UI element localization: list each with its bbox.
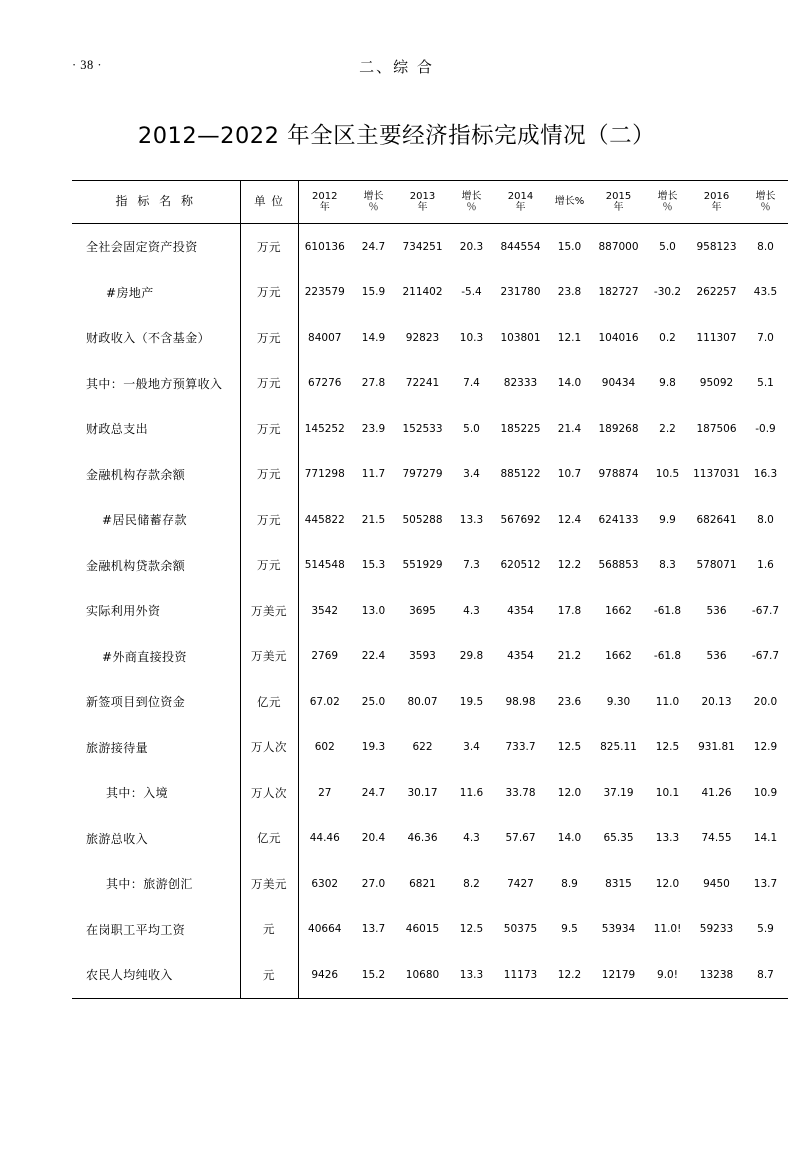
row-unit: 万元 — [240, 406, 298, 452]
row-growth: 23.6 — [557, 695, 582, 708]
row-growth: 11.7 — [361, 468, 386, 481]
row-value: 33.78 — [505, 786, 536, 799]
row-growth: 3.4 — [463, 468, 480, 481]
header-year-2015-top: 2015 — [605, 190, 632, 202]
row-growth: 21.5 — [361, 513, 386, 526]
row-indicator-name: #居民储蓄存款 — [102, 513, 187, 528]
row-value: 95092 — [699, 377, 734, 390]
header-year-2015-bottom: 年 — [613, 202, 624, 213]
row-value: 262257 — [696, 286, 737, 299]
table-row — [72, 907, 788, 953]
table-row — [72, 725, 788, 771]
header-year-2013-bottom: 年 — [417, 202, 428, 213]
row-growth: 12.2 — [547, 952, 592, 998]
header-year-2014-bottom: 年 — [515, 202, 526, 213]
row-value: 67276 — [298, 361, 351, 407]
row-growth: 11.0 — [655, 695, 680, 708]
row-growth: 8.0 — [757, 513, 774, 526]
row-growth: 9.5 — [561, 923, 578, 936]
row-indicator-name: #房地产 — [106, 285, 154, 300]
header-year-2016-top: 2016 — [703, 190, 730, 202]
row-unit: 亿元 — [240, 816, 298, 862]
row-unit: 亿元 — [240, 679, 298, 725]
table-row — [72, 679, 788, 725]
row-growth: 11.0! — [653, 923, 682, 936]
row-growth: 9.8 — [659, 377, 676, 390]
row-unit: 万美元 — [240, 634, 298, 680]
header-growth-2016 — [743, 181, 788, 224]
row-growth: 1.6 — [757, 559, 774, 572]
row-value: 10680 — [396, 952, 449, 998]
row-value: 53934 — [601, 923, 636, 936]
row-value: 187506 — [696, 422, 737, 435]
row-unit: 万人次 — [240, 770, 298, 816]
row-growth: 10.7 — [557, 468, 582, 481]
row-growth: 24.7 — [361, 786, 386, 799]
row-growth: 11.6 — [459, 786, 484, 799]
row-value: 771298 — [298, 452, 351, 498]
row-value: 3695 — [409, 604, 436, 617]
table-row — [72, 816, 788, 862]
row-value: 82333 — [503, 377, 538, 390]
row-value: 4354 — [507, 604, 534, 617]
row-value: 505288 — [402, 513, 443, 526]
row-growth: 24.7 — [361, 240, 386, 253]
row-unit: 元 — [240, 952, 298, 998]
row-value: 578071 — [696, 559, 737, 572]
row-growth: -5.4 — [461, 286, 482, 299]
row-value: 885122 — [500, 468, 541, 481]
row-indicator-name: 全社会固定资产投资 — [86, 240, 198, 255]
row-growth: 7.3 — [463, 559, 480, 572]
header-growth-2012-top: 增长 — [363, 190, 384, 202]
row-value: 9450 — [703, 877, 730, 890]
row-growth: 12.1 — [557, 331, 582, 344]
row-growth: 19.3 — [361, 741, 386, 754]
row-growth: 10.3 — [459, 331, 484, 344]
row-value: 40664 — [298, 907, 351, 953]
row-growth: 43.5 — [753, 286, 778, 299]
header-growth-2012-bottom: ％ — [368, 202, 379, 213]
row-growth: 14.9 — [361, 331, 386, 344]
table-row — [72, 861, 788, 907]
row-value: 30.17 — [407, 786, 438, 799]
row-indicator-name: 新签项目到位资金 — [86, 695, 186, 710]
page-number: · 38 · — [72, 58, 103, 72]
table-row — [72, 634, 788, 680]
row-indicator-name: 旅游接待量 — [86, 740, 149, 755]
row-value: 84007 — [298, 315, 351, 361]
row-growth: 22.4 — [361, 650, 386, 663]
row-value: 602 — [298, 725, 351, 771]
row-growth: 13.7 — [753, 877, 778, 890]
row-growth: 12.5 — [557, 741, 582, 754]
row-indicator-name: 实际利用外资 — [86, 604, 161, 619]
row-value: 92823 — [405, 331, 440, 344]
statistics-table-container — [72, 180, 780, 999]
row-growth: 13.3 — [655, 832, 680, 845]
row-value: 145252 — [298, 406, 351, 452]
row-growth: 15.2 — [351, 952, 396, 998]
row-growth: 2.2 — [659, 422, 676, 435]
row-growth: 5.1 — [757, 377, 774, 390]
row-growth: 8.2 — [463, 877, 480, 890]
row-value: 90434 — [601, 377, 636, 390]
row-unit: 万元 — [240, 361, 298, 407]
row-growth: -61.8 — [653, 604, 682, 617]
row-growth: 29.8 — [459, 650, 484, 663]
row-growth: -0.9 — [755, 422, 776, 435]
row-value: 1662 — [605, 604, 632, 617]
row-value: 978874 — [598, 468, 639, 481]
row-value: 1662 — [605, 650, 632, 663]
row-growth: 10.9 — [753, 786, 778, 799]
row-value: 620512 — [500, 559, 541, 572]
row-growth: 13.3 — [459, 513, 484, 526]
row-growth: 14.0 — [557, 377, 582, 390]
row-growth: 21.2 — [557, 650, 582, 663]
row-value: 931.81 — [698, 741, 735, 754]
row-value: 622 — [412, 741, 433, 754]
row-value: 551929 — [402, 559, 443, 572]
header-year-2015 — [592, 181, 645, 224]
row-value: 13238 — [690, 952, 743, 998]
row-indicator-name: #外商直接投资 — [102, 649, 187, 664]
table-row — [72, 497, 788, 543]
row-growth: 9.0! — [645, 952, 690, 998]
row-value: 825.11 — [600, 741, 637, 754]
row-indicator-name: 财政总支出 — [86, 422, 149, 437]
row-value: 4354 — [507, 650, 534, 663]
row-growth: 8.3 — [659, 559, 676, 572]
header-growth-2015-top: 增长 — [657, 190, 678, 202]
row-unit: 元 — [240, 907, 298, 953]
header-growth-2013-bottom: ％ — [466, 202, 477, 213]
row-value: 610136 — [298, 224, 351, 270]
table-row — [72, 315, 788, 361]
header-year-2013-top: 2013 — [409, 190, 436, 202]
row-growth: 16.3 — [753, 468, 778, 481]
row-value: 80.07 — [407, 695, 438, 708]
row-value: 797279 — [402, 468, 443, 481]
row-value: 536 — [706, 604, 727, 617]
running-head — [72, 52, 721, 92]
row-growth: 15.9 — [361, 286, 386, 299]
row-indicator-name: 农民人均纯收入 — [72, 952, 240, 998]
row-growth: 23.9 — [361, 422, 386, 435]
row-unit: 万元 — [240, 497, 298, 543]
row-value: 624133 — [598, 513, 639, 526]
table-row — [72, 270, 788, 316]
row-value: 44.46 — [298, 816, 351, 862]
row-growth: 5.9 — [757, 923, 774, 936]
row-growth: 14.1 — [753, 832, 778, 845]
row-growth: 21.4 — [557, 422, 582, 435]
row-growth: 20.0 — [753, 695, 778, 708]
row-growth: 12.5 — [655, 741, 680, 754]
document-page — [0, 52, 793, 1174]
row-growth: 10.1 — [655, 786, 680, 799]
row-growth: 27.0 — [361, 877, 386, 890]
row-growth: 17.8 — [557, 604, 582, 617]
row-growth: 12.2 — [557, 559, 582, 572]
row-unit: 万元 — [240, 315, 298, 361]
row-value: 733.7 — [505, 741, 536, 754]
row-value: 567692 — [500, 513, 541, 526]
row-value: 57.67 — [505, 832, 536, 845]
row-growth: 8.9 — [561, 877, 578, 890]
row-growth: 10.5 — [655, 468, 680, 481]
row-value: 67.02 — [298, 679, 351, 725]
row-value: 445822 — [298, 497, 351, 543]
row-growth: 7.4 — [463, 377, 480, 390]
header-growth-2012 — [351, 181, 396, 224]
row-indicator-name: 其中：入境 — [106, 786, 169, 801]
row-value: 152533 — [402, 422, 443, 435]
row-growth: 9.9 — [659, 513, 676, 526]
row-value: 231780 — [500, 286, 541, 299]
header-growth-2014 — [547, 181, 592, 224]
table-header-row — [72, 181, 788, 224]
header-year-2016 — [690, 181, 743, 224]
row-growth: 14.0 — [557, 832, 582, 845]
row-value: 46.36 — [407, 832, 438, 845]
row-indicator-name: 其中：一般地方预算收入 — [86, 376, 223, 391]
table-row — [72, 952, 788, 998]
row-growth: 4.3 — [463, 832, 480, 845]
row-value: 11173 — [494, 952, 547, 998]
row-value: 1137031 — [693, 468, 740, 481]
table-row — [72, 770, 788, 816]
statistics-table — [72, 180, 788, 999]
row-unit: 万人次 — [240, 725, 298, 771]
row-value: 182727 — [598, 286, 639, 299]
row-growth: 7.0 — [757, 331, 774, 344]
row-value: 568853 — [598, 559, 639, 572]
row-value: 3542 — [298, 588, 351, 634]
row-value: 536 — [706, 650, 727, 663]
row-value: 682641 — [696, 513, 737, 526]
header-year-2013 — [396, 181, 449, 224]
table-row — [72, 543, 788, 589]
row-growth: 20.3 — [459, 240, 484, 253]
row-value: 12179 — [592, 952, 645, 998]
row-growth: 13.3 — [449, 952, 494, 998]
row-indicator-name: 金融机构存款余额 — [86, 467, 186, 482]
row-growth: 13.7 — [361, 923, 386, 936]
row-value: 103801 — [500, 331, 541, 344]
row-growth: 13.0 — [361, 604, 386, 617]
row-growth: 5.0 — [463, 422, 480, 435]
row-growth: 12.0 — [655, 877, 680, 890]
row-value: 72241 — [405, 377, 440, 390]
row-growth: 23.8 — [557, 286, 582, 299]
header-indicator-name: 指 标 名 称 — [72, 181, 240, 224]
row-value: 2769 — [298, 634, 351, 680]
header-growth-2016-bottom: ％ — [760, 202, 771, 213]
header-growth-2013-top: 增长 — [461, 190, 482, 202]
row-value: 65.35 — [603, 832, 634, 845]
header-year-2014-top: 2014 — [507, 190, 534, 202]
table-row — [72, 452, 788, 498]
row-growth: -61.8 — [653, 650, 682, 663]
row-growth: 15.0 — [557, 240, 582, 253]
row-value: 211402 — [402, 286, 443, 299]
row-value: 6821 — [409, 877, 436, 890]
row-unit: 万美元 — [240, 861, 298, 907]
row-indicator-name: 旅游总收入 — [86, 831, 149, 846]
header-year-2012-bottom: 年 — [319, 202, 330, 213]
row-value: 41.26 — [701, 786, 732, 799]
row-value: 111307 — [696, 331, 737, 344]
table-row — [72, 588, 788, 634]
row-growth: 4.3 — [463, 604, 480, 617]
row-indicator-name: 财政收入（不含基金） — [86, 331, 211, 346]
row-value: 74.55 — [701, 832, 732, 845]
table-row — [72, 224, 788, 270]
row-value: 185225 — [500, 422, 541, 435]
row-growth: -67.7 — [751, 650, 780, 663]
row-unit: 万元 — [240, 270, 298, 316]
row-value: 20.13 — [701, 695, 732, 708]
row-value: 59233 — [699, 923, 734, 936]
row-value: 9426 — [298, 952, 351, 998]
header-year-2012 — [298, 181, 351, 224]
header-growth-2016-top: 增长 — [755, 190, 776, 202]
page-title: 2012—2022 年全区主要经济指标完成情况（二） — [137, 123, 656, 149]
row-value: 9.30 — [606, 695, 631, 708]
header-year-2012-top: 2012 — [312, 190, 338, 202]
row-growth: 25.0 — [361, 695, 386, 708]
row-growth: 0.2 — [659, 331, 676, 344]
row-value: 958123 — [696, 240, 737, 253]
row-growth: 12.4 — [557, 513, 582, 526]
row-growth: -30.2 — [653, 286, 682, 299]
row-growth: 27.8 — [361, 377, 386, 390]
table-row — [72, 361, 788, 407]
row-growth: 19.5 — [459, 695, 484, 708]
row-value: 6302 — [298, 861, 351, 907]
row-value: 844554 — [500, 240, 541, 253]
header-growth-2015-bottom: ％ — [662, 202, 673, 213]
row-value: 189268 — [598, 422, 639, 435]
row-growth: 5.0 — [659, 240, 676, 253]
header-year-2014 — [494, 181, 547, 224]
table-row — [72, 406, 788, 452]
row-unit: 万美元 — [240, 588, 298, 634]
row-indicator-name: 其中：旅游创汇 — [106, 877, 193, 892]
row-growth: 12.9 — [753, 741, 778, 754]
row-value: 8315 — [605, 877, 632, 890]
row-unit: 万元 — [240, 543, 298, 589]
row-growth: 20.4 — [361, 832, 386, 845]
row-growth: 15.3 — [361, 559, 386, 572]
header-growth-2014-top: 增长% — [554, 196, 585, 208]
row-growth: 12.0 — [557, 786, 582, 799]
header-unit: 单 位 — [240, 181, 298, 224]
row-indicator-name: 在岗职工平均工资 — [86, 922, 186, 937]
row-growth: 8.7 — [743, 952, 788, 998]
row-value: 98.98 — [505, 695, 536, 708]
row-value: 27 — [298, 770, 351, 816]
row-value: 46015 — [405, 923, 440, 936]
row-value: 37.19 — [603, 786, 634, 799]
row-value: 7427 — [507, 877, 534, 890]
table-body — [72, 224, 788, 999]
row-unit: 万元 — [240, 452, 298, 498]
row-unit: 万元 — [240, 224, 298, 270]
row-value: 887000 — [598, 240, 639, 253]
header-year-2016-bottom: 年 — [711, 202, 722, 213]
header-growth-2013 — [449, 181, 494, 224]
row-value: 3593 — [409, 650, 436, 663]
row-value: 50375 — [503, 923, 538, 936]
row-value: 734251 — [402, 240, 443, 253]
row-indicator-name: 金融机构贷款余额 — [86, 558, 186, 573]
row-growth: -67.7 — [751, 604, 780, 617]
header-growth-2015 — [645, 181, 690, 224]
row-value: 104016 — [598, 331, 639, 344]
row-growth: 8.0 — [757, 240, 774, 253]
row-growth: 3.4 — [463, 741, 480, 754]
row-value: 223579 — [298, 270, 351, 316]
row-growth: 12.5 — [459, 923, 484, 936]
section-running-title: 二、综 合 — [359, 58, 434, 76]
row-value: 514548 — [298, 543, 351, 589]
